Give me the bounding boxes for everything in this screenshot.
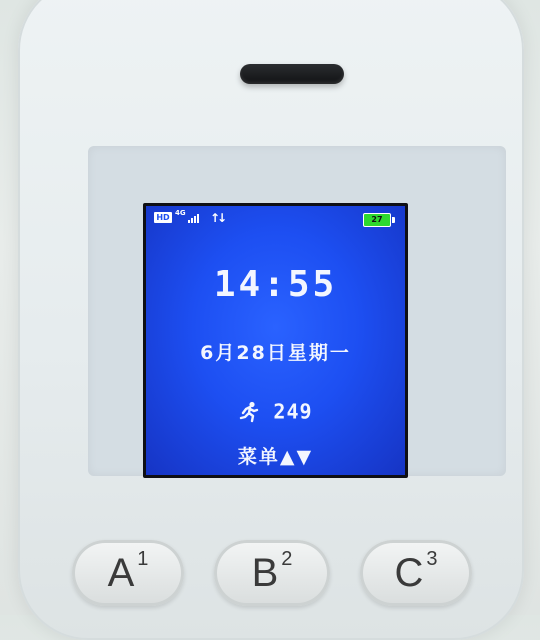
key-a-digit: 1 — [137, 547, 149, 570]
battery-icon: 27 — [363, 213, 391, 227]
step-counter — [146, 398, 405, 424]
clock-time: 14:55 — [213, 264, 338, 305]
menu-softkey[interactable] — [146, 442, 405, 469]
network-type-label: 4G — [175, 209, 186, 217]
earpiece-speaker — [240, 64, 344, 84]
date-label: 6月28日星期一 — [200, 342, 351, 364]
menu-softkey-label: 菜单 — [237, 446, 280, 468]
key-c-letter: C — [394, 550, 424, 595]
key-b-digit: 2 — [281, 547, 293, 570]
key-c-digit: 3 — [426, 547, 438, 570]
key-b-letter: B — [251, 550, 279, 595]
step-count: 249 — [273, 399, 313, 424]
up-down-arrows-icon: ▲▼ — [279, 446, 314, 468]
key-c-3[interactable] — [360, 540, 472, 606]
key-a-letter: A — [107, 550, 135, 595]
phone-display — [146, 206, 405, 475]
data-transfer-icon: ↑↓ — [210, 211, 225, 225]
key-b-2[interactable] — [214, 540, 330, 606]
status-bar — [146, 206, 405, 230]
hd-voice-badge: HD — [154, 212, 172, 223]
key-a-1[interactable] — [72, 540, 184, 606]
runner-icon — [238, 401, 260, 423]
